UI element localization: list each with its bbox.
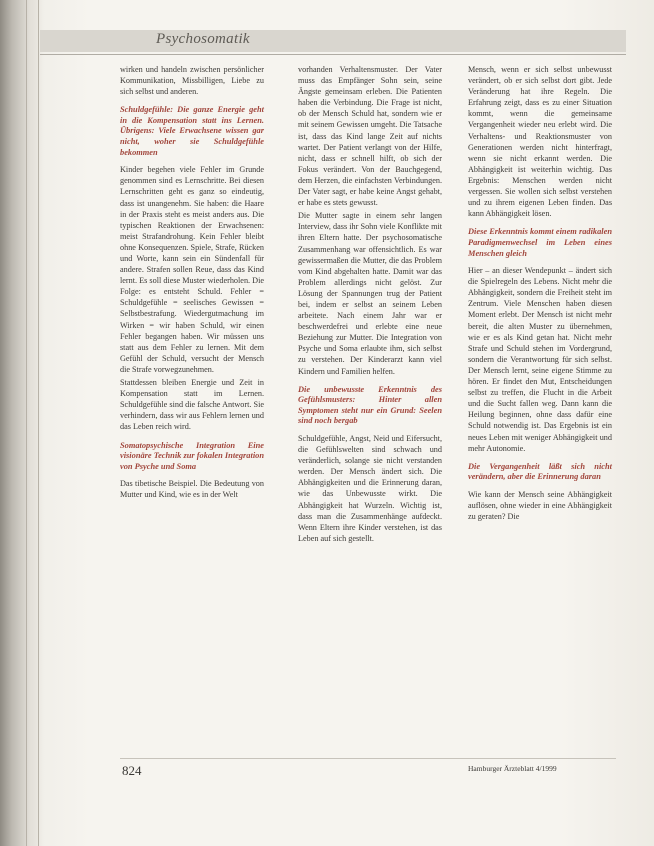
subheading: Die Vergangenheit läßt sich nicht verändern, aber die Erinnerung daran	[468, 461, 612, 482]
paragraph: Mensch, wenn er sich selbst unbewusst verändert, ob er sich selbst dort gibt. Jede Veränderung hat ihre Regeln. Die Erfahrung zeigt, dass es zu einer Situation kommt, wenn die gemeinsame Vergangenheit wieder neu erlebt wird. Die Verhaltens- und Reaktionsmuster von Generationen werden nicht hinterfragt, wenn sie nicht erkannt werden. Die Abhängigkeit ist weiterhin wichtig. Das Ergebnis: Menschen werden nicht vergessen. Sie wollen sich selbst verstehen und zu ihrem eigenen Leben finden. Das kann Abhängigkeit lösen.	[468, 65, 612, 219]
subheading: Diese Erkenntnis kommt einem radikalen Paradigmenwechsel im Leben eines Menschen gleich	[468, 227, 612, 258]
paragraph: Wie kann der Mensch seine Abhängigkeit auflösen, ohne wieder in eine Abhängigkeit zu geraten? Die	[468, 489, 612, 522]
footer-rule	[120, 758, 616, 759]
subheading: Somatopsychische Integration Eine visionäre Technik zur fokalen Integration von Psyche und Soma	[120, 440, 264, 471]
text-column-2	[298, 64, 442, 754]
subheading: Schuldgefühle: Die ganze Energie geht in die Kompensation statt ins Lernen. Übrigens: Viele Erwachsene wissen gar nicht, woher sie Schuldgefühle bekommen	[120, 105, 264, 157]
text-column-1	[120, 64, 264, 754]
paragraph: Die Mutter sagte in einem sehr langen Interview, dass ihr Sohn viele Konflikte mit ihren Eltern hatte. Der psychosomatische Zusammenhang war offensichtlich. Es war gewissermaßen die Mutter, die das Problem vom Kind abgehalten hatte. Damit war das Problem allerdings nicht gelöst. Zur Lösung der Spannungen trug der Patient bei, indem er selbst an seinem Leben arbeitete. Nach einem Jahr war er beschwerdefrei und erlebte eine neue Beziehung zur Mutter. Die Integration von Psyche und Soma erlaubte ihm, sich selbst zu verstehen. Der Kinderarzt kann viel Kindern und Familien helfen.	[298, 211, 442, 376]
page-number: 824	[122, 763, 142, 778]
text-column-3	[468, 64, 612, 754]
subheading: Die unbewusste Erkenntnis des Gefühlsmusters: Hinter allen Symptomen steht nur ein Grund: Seelen sind noch bergab	[298, 384, 442, 426]
section-title: Psychosomatik	[156, 31, 250, 47]
gutter-edge-line	[38, 0, 39, 846]
footer-source: Hamburger Ärzteblatt 4/1999	[468, 764, 557, 773]
paragraph: Das tibetische Beispiel. Die Bedeutung von Mutter und Kind, wie es in der Welt	[120, 479, 264, 500]
paragraph: Kinder begehen viele Fehler im Grunde genommen sind es Lernschritte. Bei diesen Lernschritten geht es ganz so eindeutig, dass ist unangenehm. Sie haben: die Haare in der Praxis steht es meist anders aus. Die typischen Reaktionen der Erwachsenen: meist Strafandrohung. Kein Fehler bleibt ohne Konsequenzen. Spiele, Strafe, Rücken und Worte, kann sein ein Sündenfall für andere. Strafen sollen Reue, dass das Kind lernt. Es soll diese Muster wiederholen. Die Folge: es entsteht Schuld. Fehler = Schuldgefühle = seelisches Gewissen = Selbstbestrafung. Wiedergutmachung im Wirken = wir haben Schuld, wir einen Fehler begangen haben. Wir müssen uns statt aus dem Fehler zu lernen. Mit dem Gefühl der Schuld, versucht der Mensch die Strafe vorwegzunehmen.	[120, 165, 264, 374]
header-bar	[40, 30, 626, 52]
gutter-edge-line	[26, 0, 27, 846]
header-rule	[40, 54, 626, 55]
paragraph: Stattdessen bleiben Energie und Zeit in Kompensation statt im Lernen. Schuldgefühle sind die falsche Antwort. Sie verhindern, dass wir aus Fehlern lernen und das Leben reich wird.	[120, 378, 264, 432]
paragraph: Schuldgefühle, Angst, Neid und Eifersucht, die Gefühlswelten sind schwach und veränderlich, solange sie nicht verstanden werden. Der Mensch ändert sich. Die Abhängigkeiten und die Erinnerung daran, wie das Unbewusste wirkt. Die Abhängigkeit hat Wurzeln. Wichtig ist, dass man die Zusammenhänge aufdeckt. Wenn Eltern ihre Kinder verstehen, ist das Leben auf sich gestellt.	[298, 434, 442, 543]
paragraph: wirken und handeln zwischen persönlicher Kommunikation, Missbilligen, Liebe zu sich selbst und anderen.	[120, 65, 264, 97]
paragraph: Hier – an dieser Wendepunkt – ändert sich die Spielregeln des Lebens. Nicht mehr die Abhängigkeit, sondern die Freiheit steht im Zentrum. Viele Menschen haben diesen Moment erlebt. Der Mensch ist nicht mehr bereit, die alten Muster zu übernehmen, wie er es als Kind getan hat. Nicht mehr Strafe und Schuld stehen im Vordergrund, sondern die Verantwortung für sich selbst. Der Mensch lernt, seine eigene Stimme zu hören. Er findet den Mut, Entscheidungen selbst zu treffen, die Flucht in die Arbeit und die Sucht fallen weg. Dann kann die Heilung beginnen, ohne dass dafür eine Schuld notwendig ist. Das Ergebnis ist ein neues Leben mit weniger Abhängigkeit und mehr Autonomie.	[468, 266, 612, 453]
paragraph: vorhanden Verhaltensmuster. Der Vater muss das Empfänger Sohn sein, seine Ängste gemeinsam erleben. Die Patienten haben die Verbindung. Die Frage ist nicht, ob der Mensch Schuld hat, sondern wie er mit seinem Gewissen umgeht. Die Tatsache ist, dass das Kind lange Zeit auf nichts wartet. Der Patient verlangt von der Hilfe, nicht, dass er schnell hilft, ob sich der Fokus verändert. Von der Bauchgegend, dem Herzen, die einfachsten Verbindungen. Der Vater sagt, er habe keine Angst gehabt, er habe es stets gewusst.	[298, 65, 442, 208]
